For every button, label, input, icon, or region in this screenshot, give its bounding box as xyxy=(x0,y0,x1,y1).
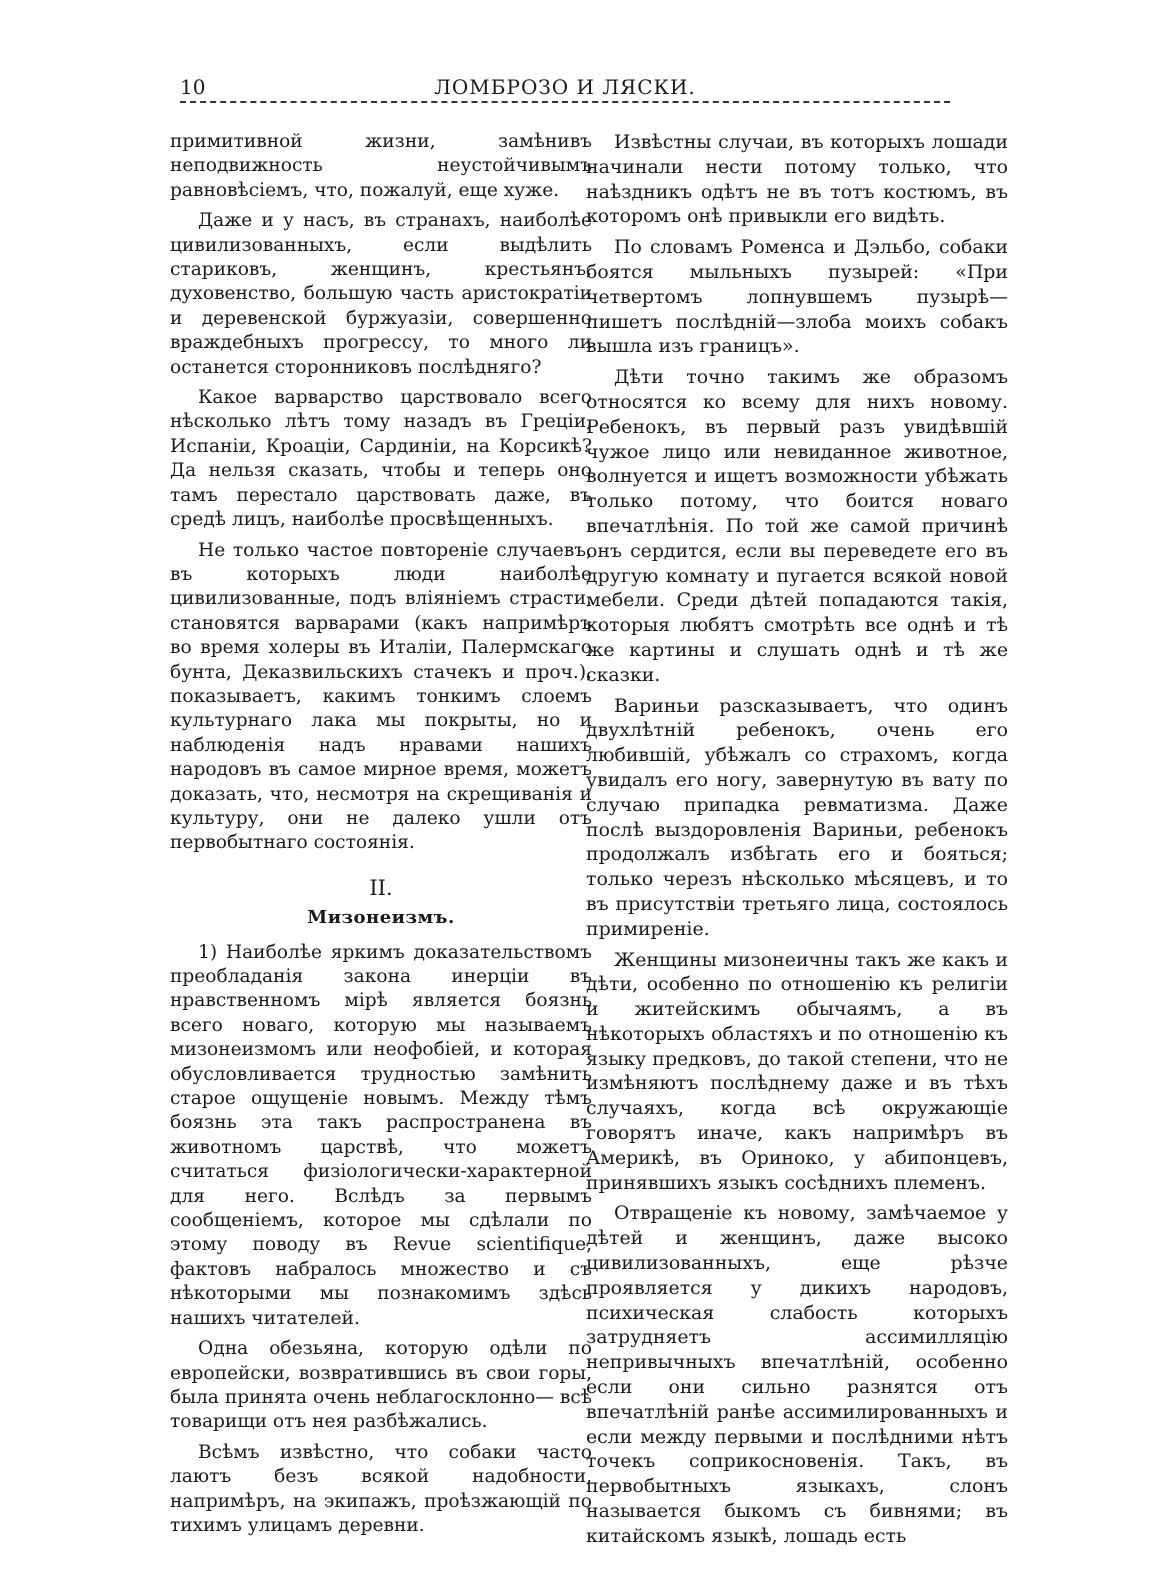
running-title: ЛОМБРОЗО И ЛЯСКИ. xyxy=(434,75,696,99)
right-column xyxy=(586,130,1008,1549)
paragraph: Вариньи разсказываетъ, что одинъ двухлѣтній ребенокъ, очень его любившій, убѣжалъ со страхомъ, когда увидалъ его ногу, завернутую въ вату по случаю припадка ревматизма. Даже послѣ выздоровленія Вариньи, ребенокъ продолжалъ избѣгать его и бояться; только черезъ нѣсколько мѣсяцевъ, и то въ присутствіи третьяго лица, состоялось примиреніе. xyxy=(586,694,1008,940)
page-number: 10 xyxy=(180,75,206,99)
paragraph: Извѣстны случаи, въ которыхъ лошади начинали нести потому только, что наѣздникъ одѣтъ не въ тотъ костюмъ, въ которомъ онѣ привыкли его видѣть. xyxy=(586,131,1008,228)
paragraph: Дѣти точно такимъ же образомъ относятся ко всему для нихъ новому. Ребенокъ, въ первый разъ увидѣвшій чужое лицо или невиданное животное, волнуется и ищетъ возможности убѣжать только потому, что боится новаго впечатлѣнія. По той же самой причинѣ онъ сердится, если вы переведете его въ другую комнату и пугается всякой новой мебели. Среди дѣтей попадаются такія, которыя любятъ смотрѣть все однѣ и тѣ же картины и слушать однѣ и тѣ же сказки. xyxy=(586,366,1008,686)
paragraph: Какое варварство царствовало всего нѣсколько лѣтъ тому назадъ въ Греціи, Испаніи, Кроаціи, Сардиніи, на Корсикѣ? Да нельзя сказать, чтобы и теперь оно тамъ перестало царствовать даже, въ средѣ лицъ, наиболѣе просвѣщенныхъ. xyxy=(170,387,592,531)
paragraph: 1) Наиболѣе яркимъ доказательствомъ преобладанія закона инерціи въ нравственномъ мірѣ является боязнь всего новаго, которую мы называемъ мизонеизмомъ или неофобіей, и которая обусловливается трудностью замѣнить старое ощущеніе новымъ. Между тѣмъ боязнь эта такъ распространена въ животномъ царствѣ, что можетъ считаться физіологически-характерной для него. Вслѣдъ за первымъ сообщеніемъ, которое мы сдѣлали по этому поводу въ Revue scientifique, фактовъ набралось множество и съ нѣкоторыми мы познакомимъ здѣсь нашихъ читателей. xyxy=(170,941,592,1329)
paragraph: Отвращеніе къ новому, замѣчаемое у дѣтей и женщинъ, даже высоко цивилизованныхъ, еще рѣзче проявляется у дикихъ народовъ, психическая слабость которыхъ затрудняетъ ассимилляцію непривычныхъ впечатлѣній, особенно если они сильно разнятся отъ впечатлѣній ранѣе ассимилированныхъ и если между первыми и послѣдними нѣтъ точекъ соприкосновенія. Такъ, въ первобытныхъ языкахъ, слонъ называется быкомъ съ бивнями; въ китайскомъ языкѣ, лошадь есть xyxy=(586,1202,1008,1547)
paragraph: По словамъ Роменса и Дэльбо, собаки боятся мыльныхъ пузырей: «При четвертомъ лопнувшемъ пузырѣ—пишетъ послѣдній—злоба моихъ собакъ вышла изъ границъ». xyxy=(586,236,1008,358)
paragraph: Одна обезьяна, которую одѣли по европейски, возвратившись въ свои горы, была принята очень неблагосклонно— всѣ товарищи отъ нея разбѣжались. xyxy=(170,1338,592,1433)
left-column xyxy=(170,130,592,1538)
paragraph: примитивной жизни, замѣнивъ неподвижность неустойчивымъ равновѣсіемъ, что, пожалуй, еще хуже. xyxy=(170,131,592,201)
section-number: II. xyxy=(369,875,393,900)
paragraph: Не только частое повтореніе случаевъ, въ которыхъ люди наиболѣе цивилизованные, подъ вліяніемъ страсти, становятся варварами (какъ напримѣръ во время холеры въ Италіи, Палермскаго бунта, Деказвильскихъ стачекъ и проч.), показываетъ, какимъ тонкимъ слоемъ культурнаго лака мы покрыты, но и наблюденія надъ нравами нашихъ народовъ въ самое мирное время, можетъ доказать, что, несмотря на скрещиванія и культуру, они не далеко ушли отъ первобытнаго состоянія. xyxy=(170,539,592,854)
header-rule xyxy=(180,101,950,103)
section-title: Мизонеизмъ. xyxy=(307,907,455,929)
paragraph: Даже и у насъ, въ странахъ, наиболѣе цивилизованныхъ, если выдѣлить стариковъ, женщинъ, крестьянъ, духовенство, большую часть аристократіи и деревенской буржуазіи, совершенно враждебныхъ прогрессу, то много ли останется сторонниковъ послѣдняго? xyxy=(170,210,592,378)
paragraph: Женщины мизонеичны такъ же какъ и дѣти, особенно по отношенію къ религіи и житейскимъ обычаямъ, а въ нѣкоторыхъ областяхъ и по отношенію къ языку предковъ, до такой степени, что не измѣняютъ послѣднему даже и въ тѣхъ случаяхъ, когда всѣ окружающіе говорятъ иначе, какъ напримѣръ въ Америкѣ, въ Ориноко, у абипонцевъ, принявшихъ языкъ сосѣднихъ племенъ. xyxy=(586,948,1008,1194)
page-header xyxy=(180,74,950,100)
paragraph: Всѣмъ извѣстно, что собаки часто лаютъ безъ всякой надобности, напримѣръ, на экипажъ, проѣзжающій по тихимъ улицамъ деревни. xyxy=(170,1441,592,1536)
